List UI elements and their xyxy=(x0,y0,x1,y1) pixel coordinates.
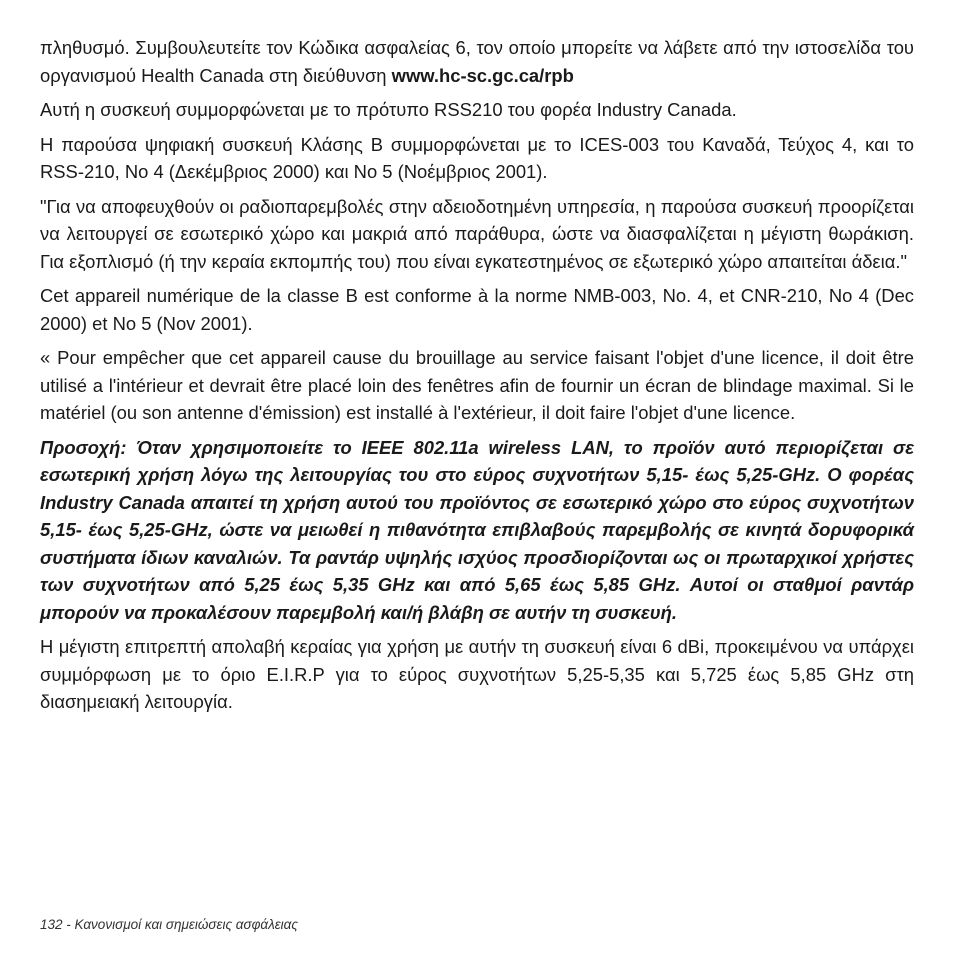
page-footer: 132 - Κανονισμοί και σημειώσεις ασφάλειας xyxy=(40,917,298,932)
warning-paragraph-ieee80211a: Προσοχή: Όταν χρησιμοποιείτε το IEEE 802.11a wireless LAN, το προϊόν αυτό περιορίζεται σε εσωτερική χρήση λόγω της λειτουργίας του στο εύρος συχνοτήτων 5,15- έως 5,25-GHz. Ο φορέας Industry Canada απαιτεί τη χρήση αυτού του προϊόντος σε εσωτερικό χώρο στο εύρος συχνοτήτων 5,15- έως 5,25-GHz, ώστε να μειωθεί η πιθανότητα επιβλαβούς παρεμβολής σε κινητά δορυφορικά συστήματα ίδιων καναλιών. Τα ραντάρ υψηλής ισχύος προσδιορίζονται ως οι πρωταρχικοί χρήστες των συχνοτήτων από 5,25 έως 5,35 GHz και από 5,65 έως 5,85 GHz. Αυτοί οι σταθμοί ραντάρ μπορούν να προκαλέσουν παρεμβολή και/ή βλάβη σε αυτήν τη συσκευή. xyxy=(40,436,914,623)
paragraph-text: πληθυσμό. Συμβουλευτείτε τον Κώδικα ασφαλείας 6, τον οποίο μπορείτε να λάβετε από την ιστοσελίδα του οργανισμού Health Canada στη διεύθυνση xyxy=(40,37,914,86)
paragraph-rss210: Αυτή η συσκευή συμμορφώνεται με το πρότυπο RSS210 του φορέα Industry Canada. xyxy=(40,99,737,120)
health-canada-url: www.hc-sc.gc.ca/rpb xyxy=(391,64,574,86)
document-body xyxy=(40,34,914,723)
paragraph-radio-interference-greek: "Για να αποφευχθούν οι ραδιοπαρεμβολές στην αδειοδοτημένη υπηρεσία, η παρούσα συσκευή προορίζεται να λειτουργεί σε εσωτερικό χώρο και μακριά από παράθυρα, ώστε να διασφαλίζεται η μέγιστη θωράκιση. Για εξοπλισμό (ή την κεραία εκπομπής του) που είναι εγκατεστημένος σε εξωτερικό χώρο απαιτείται άδεια." xyxy=(40,195,914,272)
paragraph-health-canada xyxy=(40,34,914,89)
paragraph-antenna-gain: Η μέγιστη επιτρεπτή απολαβή κεραίας για χρήση με αυτήν τη συσκευή είναι 6 dBi, προκειμένου να υπάρχει συμμόρφωση με το όριο E.I.R.P για το εύρος συχνοτήτων 5,25-5,35 και 5,725 έως 5,85 GHz στη διασημειακή λειτουργία. xyxy=(40,636,914,712)
paragraph-ices003: Η παρούσα ψηφιακή συσκευή Κλάσης B συμμορφώνεται με το ICES-003 του Καναδά, Τεύχος 4, και το RSS-210, No 4 (Δεκέμβριος 2000) και No 5 (Νοέμβριος 2001). xyxy=(40,133,914,182)
paragraph-brouillage-french: « Pour empêcher que cet appareil cause du brouillage au service faisant l'objet d'une licence, il doit être utilisé a l'intérieur et devrait être placé loin des fenêtres afin de fournir un écran de blindage maximal. Si le matériel (ou son antenne d'émission) est installé à l'extérieur, il doit faire l'objet d'une licence. xyxy=(40,347,914,423)
paragraph-nmb003-french: Cet appareil numérique de la classe B est conforme à la norme NMB-003, No. 4, et CNR-210, No 4 (Dec 2000) et No 5 (Nov 2001). xyxy=(40,285,914,334)
